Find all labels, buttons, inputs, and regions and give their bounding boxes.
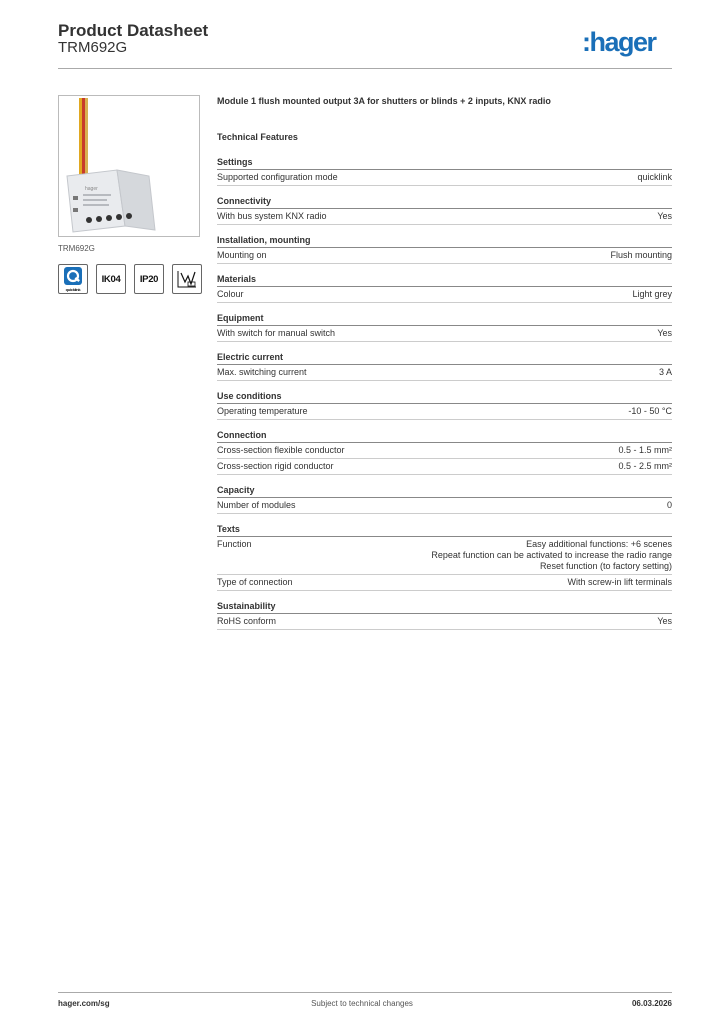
spec-value: Light grey	[632, 289, 672, 299]
footer-date: 06.03.2026	[631, 999, 672, 1008]
spec-value: With screw-in lift terminals	[567, 577, 672, 587]
spec-value: 0	[666, 500, 672, 510]
group-installation	[217, 235, 672, 264]
spec-row	[217, 209, 672, 225]
spec-row	[217, 404, 672, 420]
header-divider	[58, 68, 672, 69]
spec-value-line: Repeat function can be activated to increase the radio range	[431, 550, 672, 560]
group-electric-current	[217, 352, 672, 381]
group-capacity	[217, 485, 672, 514]
group-connection	[217, 430, 672, 475]
product-code: TRM692G	[58, 39, 128, 56]
technical-content	[217, 96, 672, 640]
spec-value	[431, 539, 672, 572]
spec-row	[217, 365, 672, 381]
spec-key: Max. switching current	[217, 367, 307, 377]
spec-row	[217, 459, 672, 475]
quicklink-badge	[58, 264, 88, 294]
spec-key: With switch for manual switch	[217, 328, 336, 338]
spec-row	[217, 443, 672, 459]
group-texts	[217, 524, 672, 591]
spec-row	[217, 170, 672, 186]
spec-value: Yes	[657, 328, 672, 338]
spec-value-line: Easy additional functions: +6 scenes	[526, 539, 672, 549]
group-title: Capacity	[217, 485, 672, 498]
spec-key: Supported configuration mode	[217, 172, 338, 182]
spec-key: Mounting on	[217, 250, 267, 260]
group-title: Electric current	[217, 352, 672, 365]
group-title: Equipment	[217, 313, 672, 326]
spec-key: Operating temperature	[217, 406, 308, 416]
group-connectivity	[217, 196, 672, 225]
group-equipment	[217, 313, 672, 342]
spec-row	[217, 287, 672, 303]
group-title: Connectivity	[217, 196, 672, 209]
group-sustainability	[217, 601, 672, 630]
hager-logo	[582, 26, 672, 58]
spec-key: Function	[217, 539, 252, 549]
spec-key: Type of connection	[217, 577, 293, 587]
spec-key: Cross-section rigid conductor	[217, 461, 334, 471]
spec-value-line: Reset function (to factory setting)	[539, 561, 672, 571]
footer-website-link[interactable]: hager.com/sg	[58, 999, 110, 1008]
group-title: Settings	[217, 157, 672, 170]
spec-value: 3 A	[658, 367, 672, 377]
page-title: Product Datasheet	[58, 21, 209, 40]
spec-value: -10 - 50 °C	[628, 406, 672, 416]
group-title: Installation, mounting	[217, 235, 672, 248]
spec-key: Cross-section flexible conductor	[217, 445, 345, 455]
spec-row	[217, 326, 672, 342]
product-image	[58, 95, 200, 237]
spec-row	[217, 498, 672, 514]
certification-badges	[58, 264, 202, 294]
device-label: hager	[85, 186, 98, 192]
spec-key: Colour	[217, 289, 244, 299]
spec-key: Number of modules	[217, 500, 296, 510]
spec-value: quicklink	[637, 172, 672, 182]
ik-rating-badge: IK04	[96, 264, 126, 294]
spec-row	[217, 614, 672, 630]
group-title: Sustainability	[217, 601, 672, 614]
quicklink-label: quicklink	[65, 287, 81, 292]
wire-glow-icon	[172, 264, 202, 294]
spec-value: 0.5 - 1.5 mm²	[618, 445, 672, 455]
group-settings	[217, 157, 672, 186]
spec-row	[217, 248, 672, 264]
product-caption: TRM692G	[58, 244, 95, 253]
spec-row	[217, 575, 672, 591]
product-illustration	[59, 96, 200, 237]
group-title: Use conditions	[217, 391, 672, 404]
product-headline: Module 1 flush mounted output 3A for shutters or blinds + 2 inputs, KNX radio	[217, 96, 551, 106]
ip-rating-badge: IP20	[134, 264, 164, 294]
footer-divider	[58, 992, 672, 993]
spec-value: Flush mounting	[610, 250, 672, 260]
group-materials	[217, 274, 672, 303]
spec-key: With bus system KNX radio	[217, 211, 327, 221]
spec-value: 0.5 - 2.5 mm²	[618, 461, 672, 471]
glow-wire-icon	[175, 267, 199, 291]
logo-text: :hager	[582, 27, 656, 57]
group-title: Materials	[217, 274, 672, 287]
quicklink-icon	[59, 265, 87, 293]
group-title: Texts	[217, 524, 672, 537]
spec-row	[217, 537, 672, 575]
spec-value: Yes	[657, 616, 672, 626]
footer-disclaimer: Subject to technical changes	[311, 999, 413, 1008]
spec-value: Yes	[657, 211, 672, 221]
group-use-conditions	[217, 391, 672, 420]
section-title: Technical Features	[217, 132, 298, 142]
spec-key: RoHS conform	[217, 616, 277, 626]
group-title: Connection	[217, 430, 672, 443]
